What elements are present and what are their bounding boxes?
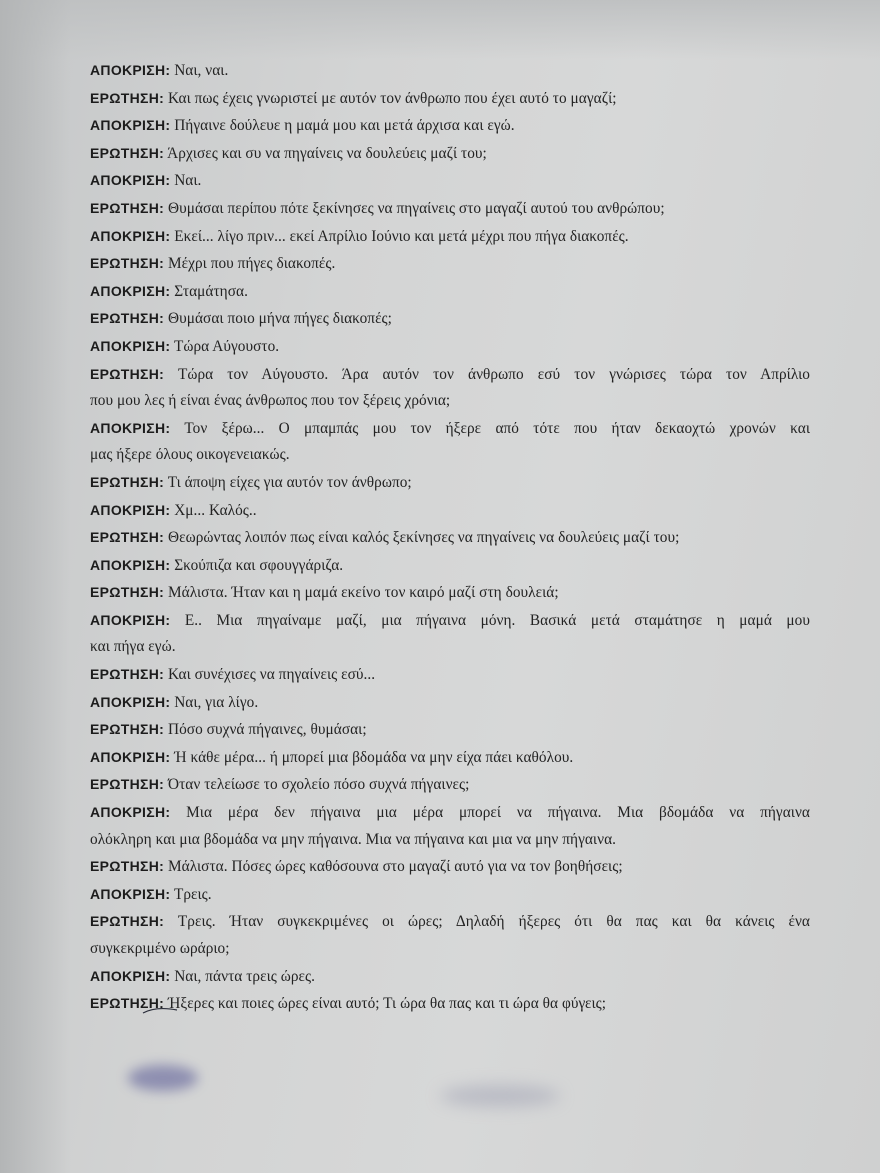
question-label: ΕΡΩΤΗΣΗ: — [90, 89, 165, 106]
question-label: ΕΡΩΤΗΣΗ: — [90, 310, 165, 327]
line-text: Θυμάσαι ποιο μήνα πήγες διακοπές; — [168, 310, 392, 328]
answer-line — [90, 167, 810, 195]
question-line — [90, 716, 810, 744]
line-text: Και πως έχεις γνωριστεί με αυτόν τον άνθρωπο που έχει αυτό το μαγαζί; — [168, 89, 617, 107]
page-shadow-top — [0, 0, 880, 60]
line-text: Και συνέχισες να πηγαίνεις εσύ... — [168, 666, 376, 684]
line-text: Τρεις. Ήταν συγκεκριμένες οι ώρες; Δηλαδή ήξερες ότι θα πας και θα κάνεις ένα — [177, 913, 811, 931]
line-text: και πήγα εγώ. — [90, 638, 176, 656]
line-text: Τώρα τον Αύγουστο. Άρα αυτόν τον άνθρωπο εσύ τον γνώρισες τώρα τον Απρίλιο — [177, 365, 810, 383]
line-text: Ναι, ναι. — [174, 62, 229, 79]
line-text: Τρεις. — [173, 885, 212, 903]
answer-line — [90, 497, 810, 525]
line-text: Μια μέρα δεν πήγαινα μια μέρα μπορεί να πήγαινα. Μια βδομάδα να πήγαινα — [186, 804, 810, 822]
answer-label: ΑΠΟΚΡΙΣΗ: — [90, 62, 171, 78]
line-text: Τώρα Αύγουστο. — [173, 337, 280, 355]
answer-label: ΑΠΟΚΡΙΣΗ: — [90, 693, 171, 710]
line-text: Άρχισες και συ να πηγαίνεις να δουλεύεις μαζί του; — [167, 144, 487, 162]
answer-label: ΑΠΟΚΡΙΣΗ: — [90, 556, 171, 573]
question-line — [90, 853, 810, 881]
question-line — [90, 661, 810, 689]
question-line — [90, 771, 810, 799]
question-label: ΕΡΩΤΗΣΗ: — [90, 666, 165, 683]
line-text: Μέχρι που πήγες διακοπές. — [168, 255, 336, 273]
question-label: ΕΡΩΤΗΣΗ: — [90, 776, 165, 793]
redacted-blur-left — [128, 1065, 198, 1091]
line-text: Ναι, για λίγο. — [174, 693, 259, 711]
answer-label: ΑΠΟΚΡΙΣΗ: — [90, 501, 171, 518]
line-text: Σταμάτησα. — [174, 282, 248, 300]
question-label: ΕΡΩΤΗΣΗ: — [90, 721, 165, 738]
continuation-line — [90, 388, 810, 415]
answer-label: ΑΠΟΚΡΙΣΗ: — [90, 419, 171, 436]
line-text: ολόκληρη και μια βδομάδα να μην πήγαινα. Μια να πήγαινα και μια να μην πήγαινα. — [90, 830, 617, 848]
continuation-line — [90, 442, 810, 469]
question-label: ΕΡΩΤΗΣΗ: — [90, 913, 165, 930]
question-label: ΕΡΩΤΗΣΗ: — [90, 199, 165, 216]
answer-label: ΑΠΟΚΡΙΣΗ: — [90, 611, 171, 628]
answer-line — [90, 744, 810, 772]
question-line — [90, 195, 810, 223]
question-line — [90, 140, 810, 168]
question-line — [90, 908, 810, 936]
line-text: Χμ... Καλός.. — [174, 501, 257, 519]
question-label: ΕΡΩΤΗΣΗ: — [90, 144, 165, 161]
line-text: Πόσο συχνά πήγαινες, θυμάσαι; — [168, 721, 367, 739]
question-label: ΕΡΩΤΗΣΗ: — [90, 529, 165, 546]
question-line — [90, 361, 810, 389]
answer-line — [90, 963, 810, 991]
question-label: ΕΡΩΤΗΣΗ: — [90, 995, 165, 1012]
page-shadow-left — [0, 0, 70, 1173]
answer-line — [90, 278, 810, 306]
answer-label: ΑΠΟΚΡΙΣΗ: — [90, 227, 171, 244]
transcript-body — [90, 57, 810, 1018]
line-text: Όταν τελείωσε το σχολείο πόσο συχνά πήγαινες; — [168, 776, 470, 794]
line-text: συγκεκριμένο ωράριο; — [90, 940, 230, 957]
question-label: ΕΡΩΤΗΣΗ: — [90, 858, 165, 875]
answer-line — [90, 223, 810, 251]
answer-label: ΑΠΟΚΡΙΣΗ: — [90, 117, 171, 134]
line-text: Πήγαινε δούλευε η μαμά μου και μετά άρχισα και εγώ. — [174, 117, 515, 135]
answer-label: ΑΠΟΚΡΙΣΗ: — [90, 172, 171, 189]
answer-label: ΑΠΟΚΡΙΣΗ: — [90, 748, 171, 765]
answer-line — [90, 607, 810, 635]
answer-label: ΑΠΟΚΡΙΣΗ: — [90, 967, 171, 984]
question-line — [90, 305, 810, 333]
line-text: Θεωρώντας λοιπόν πως είναι καλός ξεκίνησες να πηγαίνεις να δουλεύεις μαζί του; — [168, 529, 680, 547]
answer-label: ΑΠΟΚΡΙΣΗ: — [90, 337, 171, 354]
continuation-line — [90, 827, 810, 854]
answer-line — [90, 799, 810, 827]
redacted-blur-center — [440, 1085, 560, 1107]
question-line — [90, 524, 810, 552]
question-label: ΕΡΩΤΗΣΗ: — [90, 473, 165, 490]
pen-underline-mark — [142, 1005, 178, 1015]
answer-line — [90, 57, 810, 85]
line-text: Ήξερες και ποιες ώρες είναι αυτό; Τι ώρα θα πας και τι ώρα θα φύγεις; — [168, 995, 607, 1013]
answer-line — [90, 333, 810, 361]
line-text: που μου λες ή είναι ένας άνθρωπος που τον ξέρεις χρόνια; — [90, 392, 451, 410]
line-text: Θυμάσαι περίπου πότε ξεκίνησες να πηγαίνεις στο μαγαζί αυτού του ανθρώπου; — [168, 199, 665, 217]
answer-line — [90, 689, 810, 717]
continuation-line — [90, 936, 810, 963]
line-text: Ναι, πάντα τρεις ώρες. — [174, 967, 315, 985]
question-line — [90, 990, 810, 1018]
question-label: ΕΡΩΤΗΣΗ: — [90, 365, 165, 382]
question-line — [90, 469, 810, 497]
line-text: Σκούπιζα και σφουγγάριζα. — [174, 556, 344, 574]
line-text: Τον ξέρω... Ο μπαμπάς μου τον ήξερε από τότε που ήταν δεκαοχτώ χρονών και — [184, 419, 810, 437]
line-text: Μάλιστα. Πόσες ώρες καθόσουνα στο μαγαζί αυτό για να τον βοηθήσεις; — [168, 858, 623, 876]
line-text: μας ήξερε όλους οικογενειακώς. — [90, 446, 290, 464]
answer-line — [90, 552, 810, 580]
line-text: Ε.. Μια πηγαίναμε μαζί, μια πήγαινα μόνη. Βασικά μετά σταμάτησε η μαμά μου — [184, 611, 810, 629]
line-text: Εκεί... λίγο πριν... εκεί Απρίλιο Ιούνιο και μετά μέχρι που πήγα διακοπές. — [174, 227, 629, 245]
line-text: Ή κάθε μέρα... ή μπορεί μια βδομάδα να μην είχα πάει καθόλου. — [174, 748, 574, 766]
answer-line — [90, 415, 810, 443]
question-label: ΕΡΩΤΗΣΗ: — [90, 584, 165, 601]
question-label: ΕΡΩΤΗΣΗ: — [90, 255, 165, 272]
line-text: Μάλιστα. Ήταν και η μαμά εκείνο τον καιρό μαζί στη δουλειά; — [168, 584, 559, 602]
line-text: Τι άποψη είχες για αυτόν τον άνθρωπο; — [167, 473, 412, 491]
answer-label: ΑΠΟΚΡΙΣΗ: — [90, 804, 171, 821]
question-line — [90, 250, 810, 278]
answer-line — [90, 881, 810, 909]
question-line — [90, 85, 810, 113]
continuation-line — [90, 634, 810, 661]
answer-line — [90, 112, 810, 140]
answer-label: ΑΠΟΚΡΙΣΗ: — [90, 885, 171, 902]
answer-label: ΑΠΟΚΡΙΣΗ: — [90, 282, 171, 299]
question-line — [90, 579, 810, 607]
line-text: Ναι. — [174, 172, 202, 190]
